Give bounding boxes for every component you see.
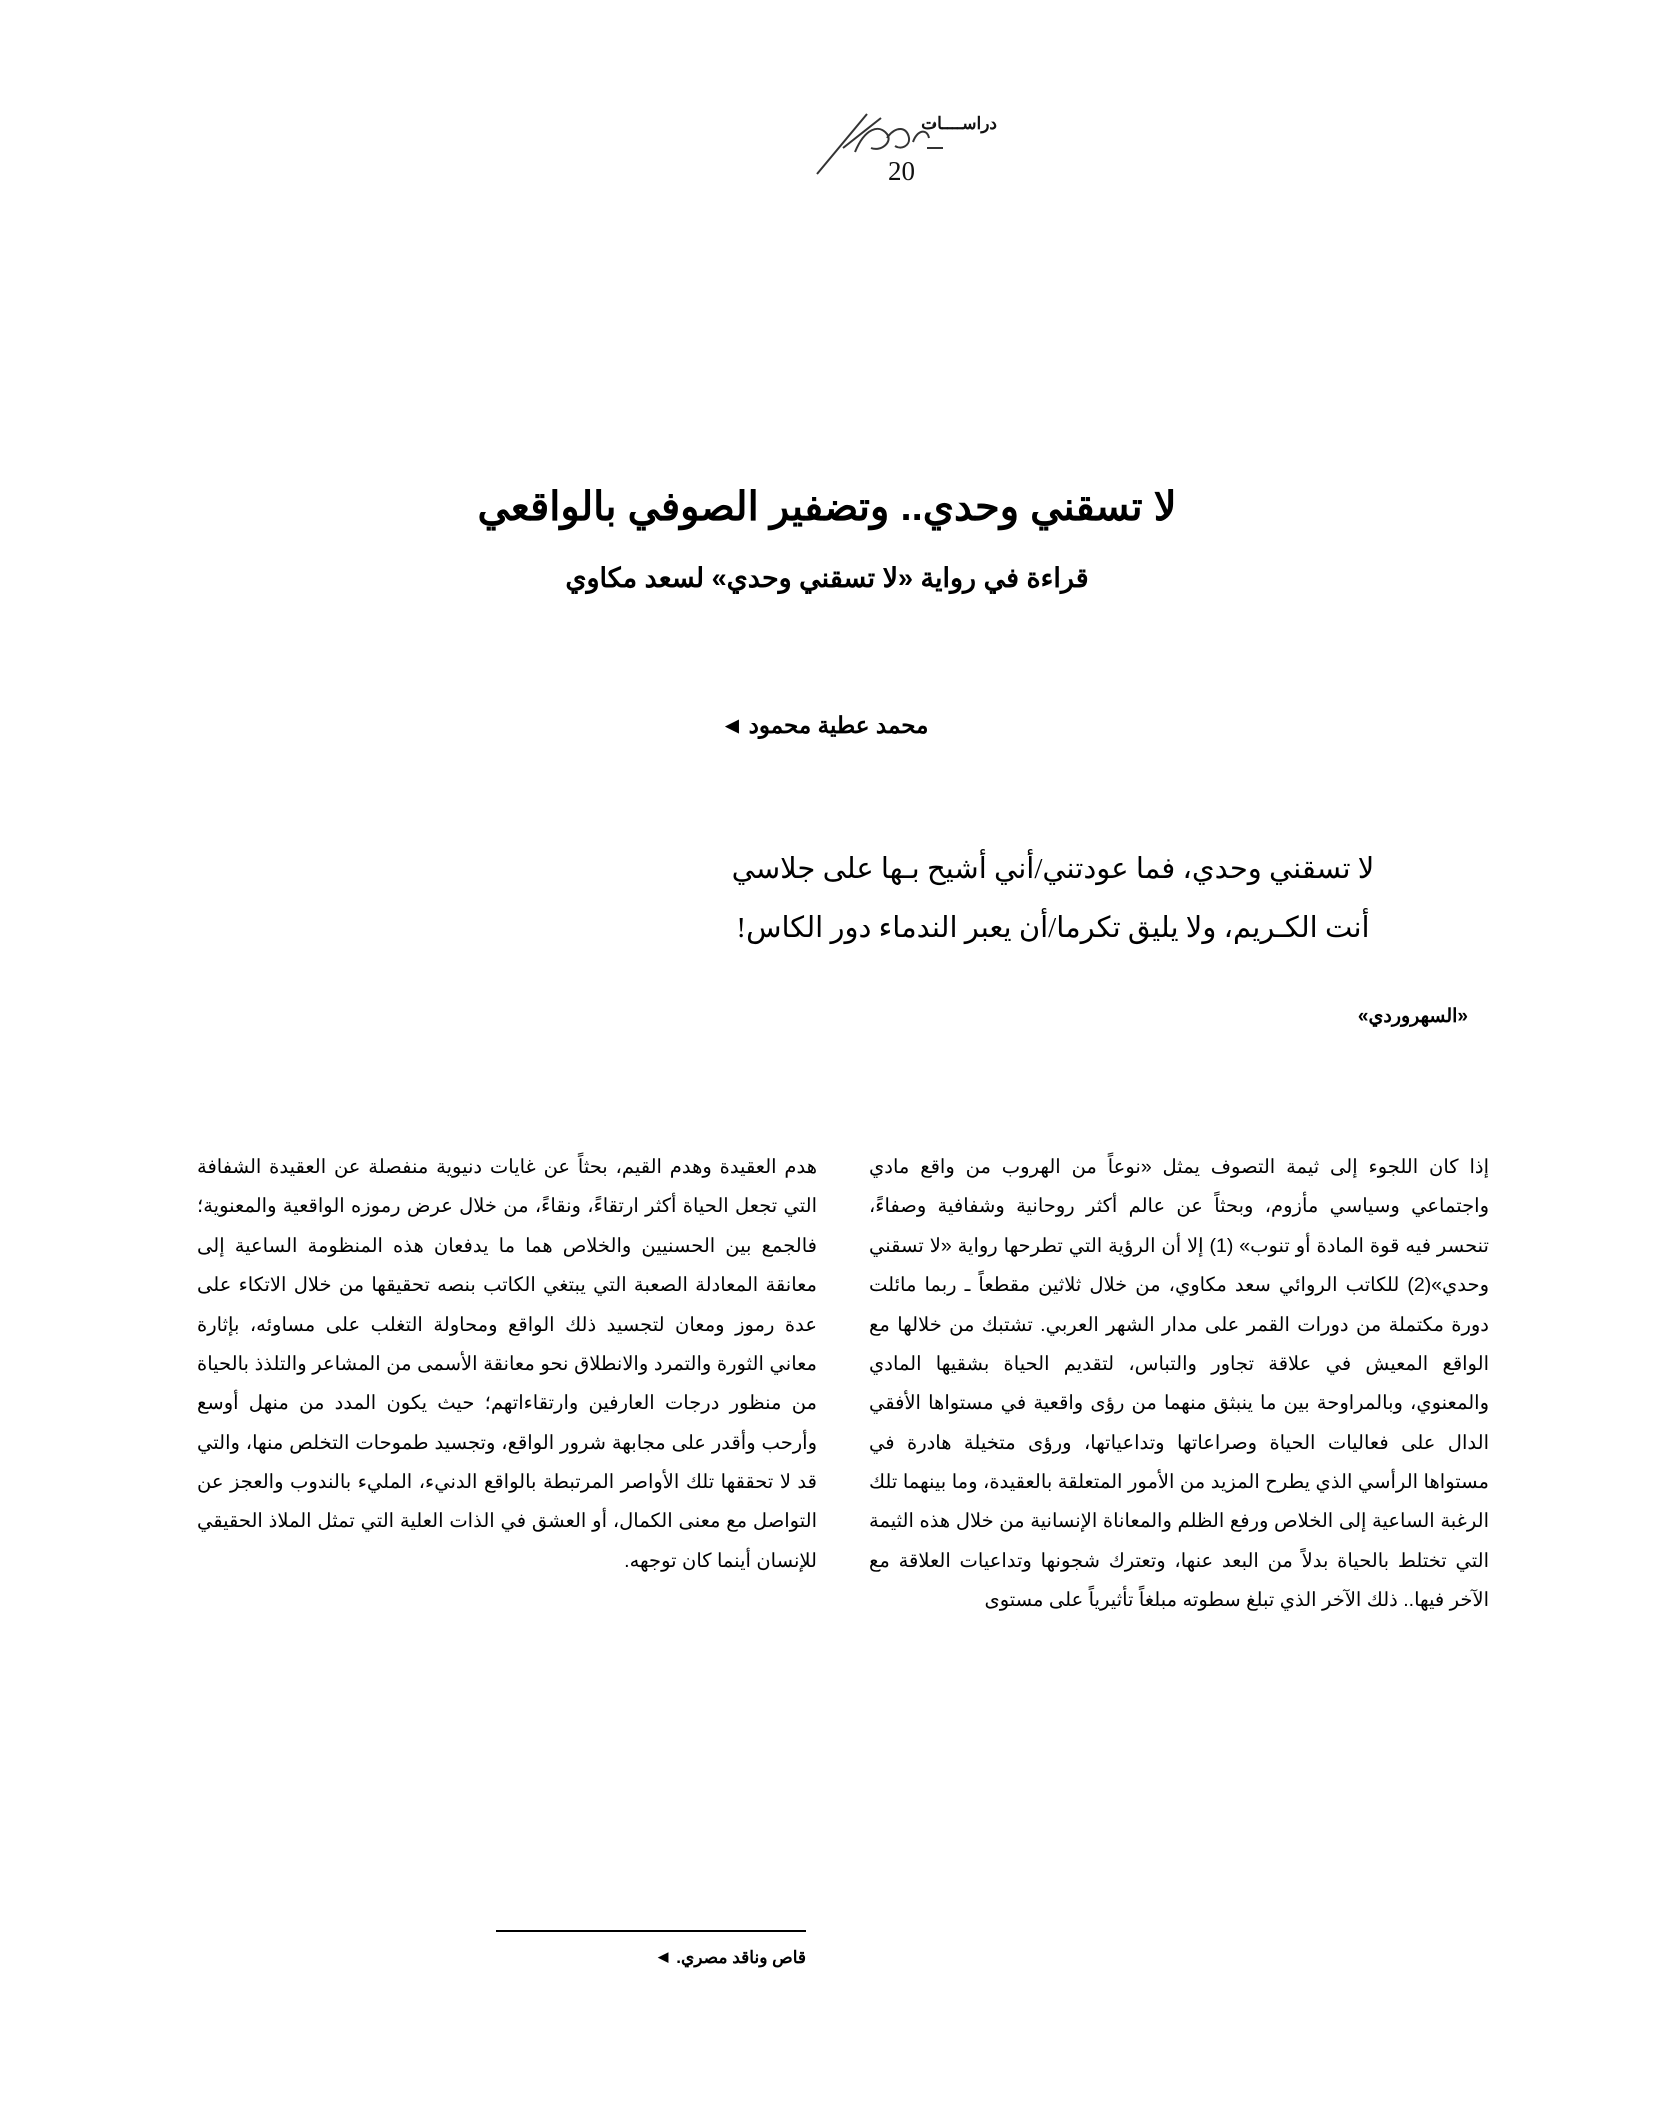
page-header (0, 108, 1654, 198)
byline-bullet-icon: ◀ (725, 716, 739, 735)
epigraph-line-2: أنت الكـريم، ولا يليق تكرما/أن يعبر الندماء دور الكاس! (736, 912, 1370, 945)
author-byline (0, 712, 1654, 739)
body-paragraph: إذا كان اللجوء إلى ثيمة التصوف يمثل «نوعاً من الهروب من واقع مادي واجتماعي وسياسي مأزوم، وبحثاً عن عالم أكثر روحانية وشفافية وصفاءً، تنحسر فيه قوة المادة أو تنوب» (1) إلا أن الرؤية التي تطرحها رواية «لا تسقني وحدي»(2) للكاتب الروائي سعد مكاوي، من خلال ثلاثين مقطعاً ـ ربما مائلت دورة مكتملة من دورات القمر على مدار الشهر العربي. تشتبك من خلالها مع الواقع المعيش في علاقة تجاور والتباس، لتقديم الحياة بشقيها المادي والمعنوي، وبالمراوحة بين ما ينبثق منهما من رؤى واقعية في مستواها الأفقي الدال على فعاليات الحياة وصراعاتها وتداعياتها، ورؤى متخيلة هادرة في مستواها الرأسي الذي يطرح المزيد من الأمور المتعلقة بالعقيدة، وما بينهما تلك الرغبة الساعية إلى الخلاص ورفع الظلم والمعاناة الإنسانية من خلال هذه الثيمة التي تختلط بالحياة بدلاً من البعد عنها، وتعترك شجونها وتداعيات العلاقة مع الآخر فيها.. ذلك الآخر الذي تبلغ سطوته مبلغاً تأثيرياً على مستوى (869, 1156, 1489, 1612)
footnote-bullet-icon: ◀ (658, 1949, 669, 1964)
page-number: 20 (888, 156, 915, 186)
epigraph-line-1: لا تسقني وحدي، فما عودتني/أني أشيح بـها على جلاسي (731, 853, 1375, 885)
page-subtitle: قراءة في رواية «لا تسقني وحدي» لسعد مكاوي (565, 563, 1089, 593)
body-column-left (197, 1148, 843, 1918)
footnote (326, 1948, 806, 1968)
page-title: لا تسقني وحدي.. وتضفير الصوفي بالواقعي (477, 485, 1177, 529)
author-name: محمد عطية محمود (748, 712, 929, 738)
footnote-text: قاص وناقد مصري. (676, 1948, 806, 1967)
body-columns (165, 1148, 1489, 1918)
epigraph (638, 840, 1468, 959)
footnote-divider (496, 1930, 806, 1932)
header-section-label: دراســــات (921, 114, 997, 133)
title-block (0, 480, 1654, 598)
header-inner (677, 108, 997, 198)
body-paragraph: هدم العقيدة وهدم القيم، بحثاً عن غايات دنيوية منفصلة عن العقيدة الشفافة التي تجعل الحياة أكثر ارتقاءً، ونقاءً، من خلال عرض رموزه الواقعية والمعنوية؛ فالجمع بين الحسنيين والخلاص هما ما يدفعان هذه المنظومة الساعية إلى معانقة المعادلة الصعبة التي يبتغي الكاتب بنصه تحقيقها من خلال الاتكاء على عدة رموز ومعان لتجسيد ذلك الواقع ومحاولة التغلب على مساوئه، بإثارة معاني الثورة والتمرد والانطلاق نحو معانقة الأسمى من المشاعر والتلذذ بالحياة من منظور درجات العارفين وارتقاءاتهم؛ حيث يكون المدد من منهل أوسع وأرحب وأقدر على مجابهة شرور الواقع، وتجسيد طموحات التخلص منها، والتي قد لا تحققها تلك الأواصر المرتبطة بالواقع الدنيء، المليء بالندوب والعجز عن التواصل مع معنى الكمال، أو العشق في الذات العلية التي تمثل الملاذ الحقيقي للإنسان أينما كان توجهه. (197, 1156, 817, 1572)
body-column-right (843, 1148, 1489, 1918)
epigraph-source: «السهروردي» (1357, 1006, 1468, 1027)
